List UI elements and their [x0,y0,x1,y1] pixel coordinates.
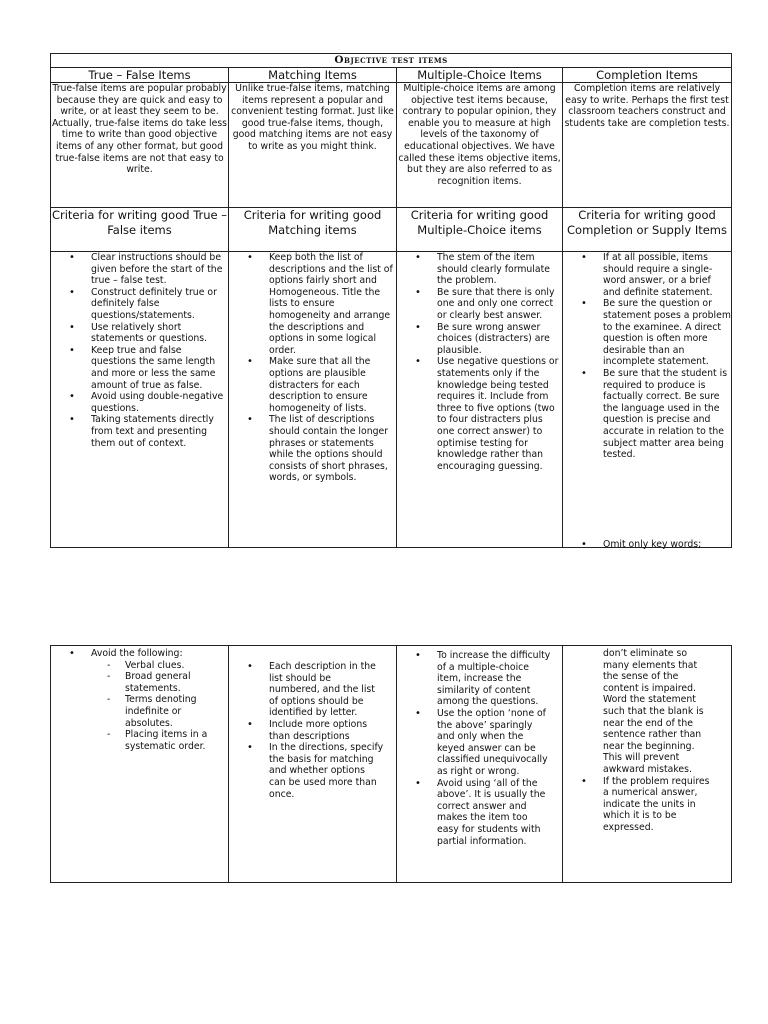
list-item [91,648,212,752]
list-item: • Be sure wrong answer choices (distracters) are plausible. [437,322,562,357]
list-item: • Use the option ‘none of the above’ sparingly and only when the keyed answer can be classified unequivocally as right or wrong. [437,708,552,778]
criteria-list-cell-matching [229,252,397,548]
intro-multiple-choice: Multiple-choice items are among objective test items because, contrary to popular opinion, they enable you to measure at high levels of the taxonomy of educational objectives. We have called these items objective items, but they are also referred to as recognition items. [397,83,563,208]
list-item: • Be sure that the student is required to produce is factually correct. Be sure the language used in the question is precise and accurate in relation to the subject matter area being tested. [603,368,731,461]
list-item: • Avoid using double-negative questions. [91,391,228,414]
list-item: • Use relatively short statements or questions. [91,322,228,345]
avoid-lead: Avoid the following: [91,648,183,659]
list-item: • Include more options than descriptions [269,719,384,742]
criteria-continued-true-false [51,646,229,883]
list-item: • Avoid using ‘all of the above’. It is usually the correct answer and makes the item too easy for students with partial information. [437,778,552,848]
list-item: • Be sure that there is only one and only one correct or clearly best answer. [437,287,562,322]
continued-text: don’t eliminate so many elements that the sense of the content is impaired. Word the statement such that the blank is near the end of the sentence rather than near the beginning. This will prevent awkward mistakes. [603,648,704,775]
list-item: • Taking statements directly from text and presenting them out of context. [91,414,228,449]
list-item: • Construct definitely true or definitely false questions/statements. [91,287,228,322]
intro-matching: Unlike true-false items, matching items represent a popular and convenient testing format. Just like good true-false items, though, good matching items are not easy to write as you might think. [229,83,397,208]
criteria-heading-true-false: Criteria for writing good True – False items [51,208,229,252]
list-item: • The list of descriptions should contain the longer phrases or statements while the options should consists of short phrases, words, or symbols. [269,414,396,484]
list-item: • To increase the difficulty of a multiple-choice item, increase the similarity of content among the questions. [437,650,552,708]
criteria-heading-completion: Criteria for writing good Completion or Supply Items [563,208,732,252]
list-item: • If at all possible, items should require a single-word answer, or a brief and definite statement. [603,252,731,298]
list-item: • Omit only key words; [603,539,717,551]
intro-true-false: True-false items are popular probably because they are quick and easy to write, or at least they seem to be. Actually, true-false items do take less time to write than good objective items of any other format, but good true-false items are not that easy to write. [51,83,229,208]
list-item: • The stem of the item should clearly formulate the problem. [437,252,562,287]
list-item: • Keep both the list of descriptions and the list of options fairly short and Homogeneous. Title the lists to ensure homogeneity and arrange the descriptions and options in some logical order. [269,252,396,356]
sub-list-item: - Broad general statements. [125,671,212,694]
sub-list-item: - Verbal clues. [125,660,212,672]
column-heading-true-false: True – False Items [51,68,229,83]
table-title: Objective test items [51,54,732,68]
objective-items-table [50,53,732,548]
sub-list-item: - Placing items in a systematic order. [125,729,212,752]
list-item: • In the directions, specify the basis for matching and whether options can be used more than once. [269,742,384,800]
column-heading-matching: Matching Items [229,68,397,83]
sub-list-item: - Terms denoting indefinite or absolutes. [125,694,212,729]
criteria-continued-completion [563,646,732,883]
intro-completion: Completion items are relatively easy to write. Perhaps the first test classroom teachers construct and students take are completion tests. [563,83,732,208]
column-heading-completion: Completion Items [563,68,732,83]
list-item: • Make sure that all the options are plausible distracters for each description to ensure homogeneity of lists. [269,356,396,414]
criteria-continued-multiple-choice [397,646,563,883]
list-item: • Use negative questions or statements only if the knowledge being tested requires it. Include from three to five options (two to four distracters plus one correct answer) to optimise testing for knowledge rather than encouraging guessing. [437,356,562,472]
list-item: • Each description in the list should be numbered, and the list of options should be identified by letter. [269,661,384,719]
criteria-list-cell-multiple-choice [397,252,563,548]
column-heading-multiple-choice: Multiple-Choice Items [397,68,563,83]
list-item: • Be sure the question or statement poses a problem to the examinee. A direct question is often more desirable than an incomplete statement. [603,298,731,368]
criteria-heading-matching: Criteria for writing good Matching items [229,208,397,252]
criteria-list-cell-true-false [51,252,229,548]
list-item: • If the problem requires a numerical answer, indicate the units in which it is to be expressed. [603,776,717,834]
objective-items-table-continued [50,645,732,883]
list-item: • Clear instructions should be given before the start of the true – false test. [91,252,228,287]
list-item: • Keep true and false questions the same length and more or less the same amount of true as false. [91,345,228,391]
criteria-heading-multiple-choice: Criteria for writing good Multiple-Choice items [397,208,563,252]
criteria-continued-matching [229,646,397,883]
criteria-list-cell-completion [563,252,732,548]
